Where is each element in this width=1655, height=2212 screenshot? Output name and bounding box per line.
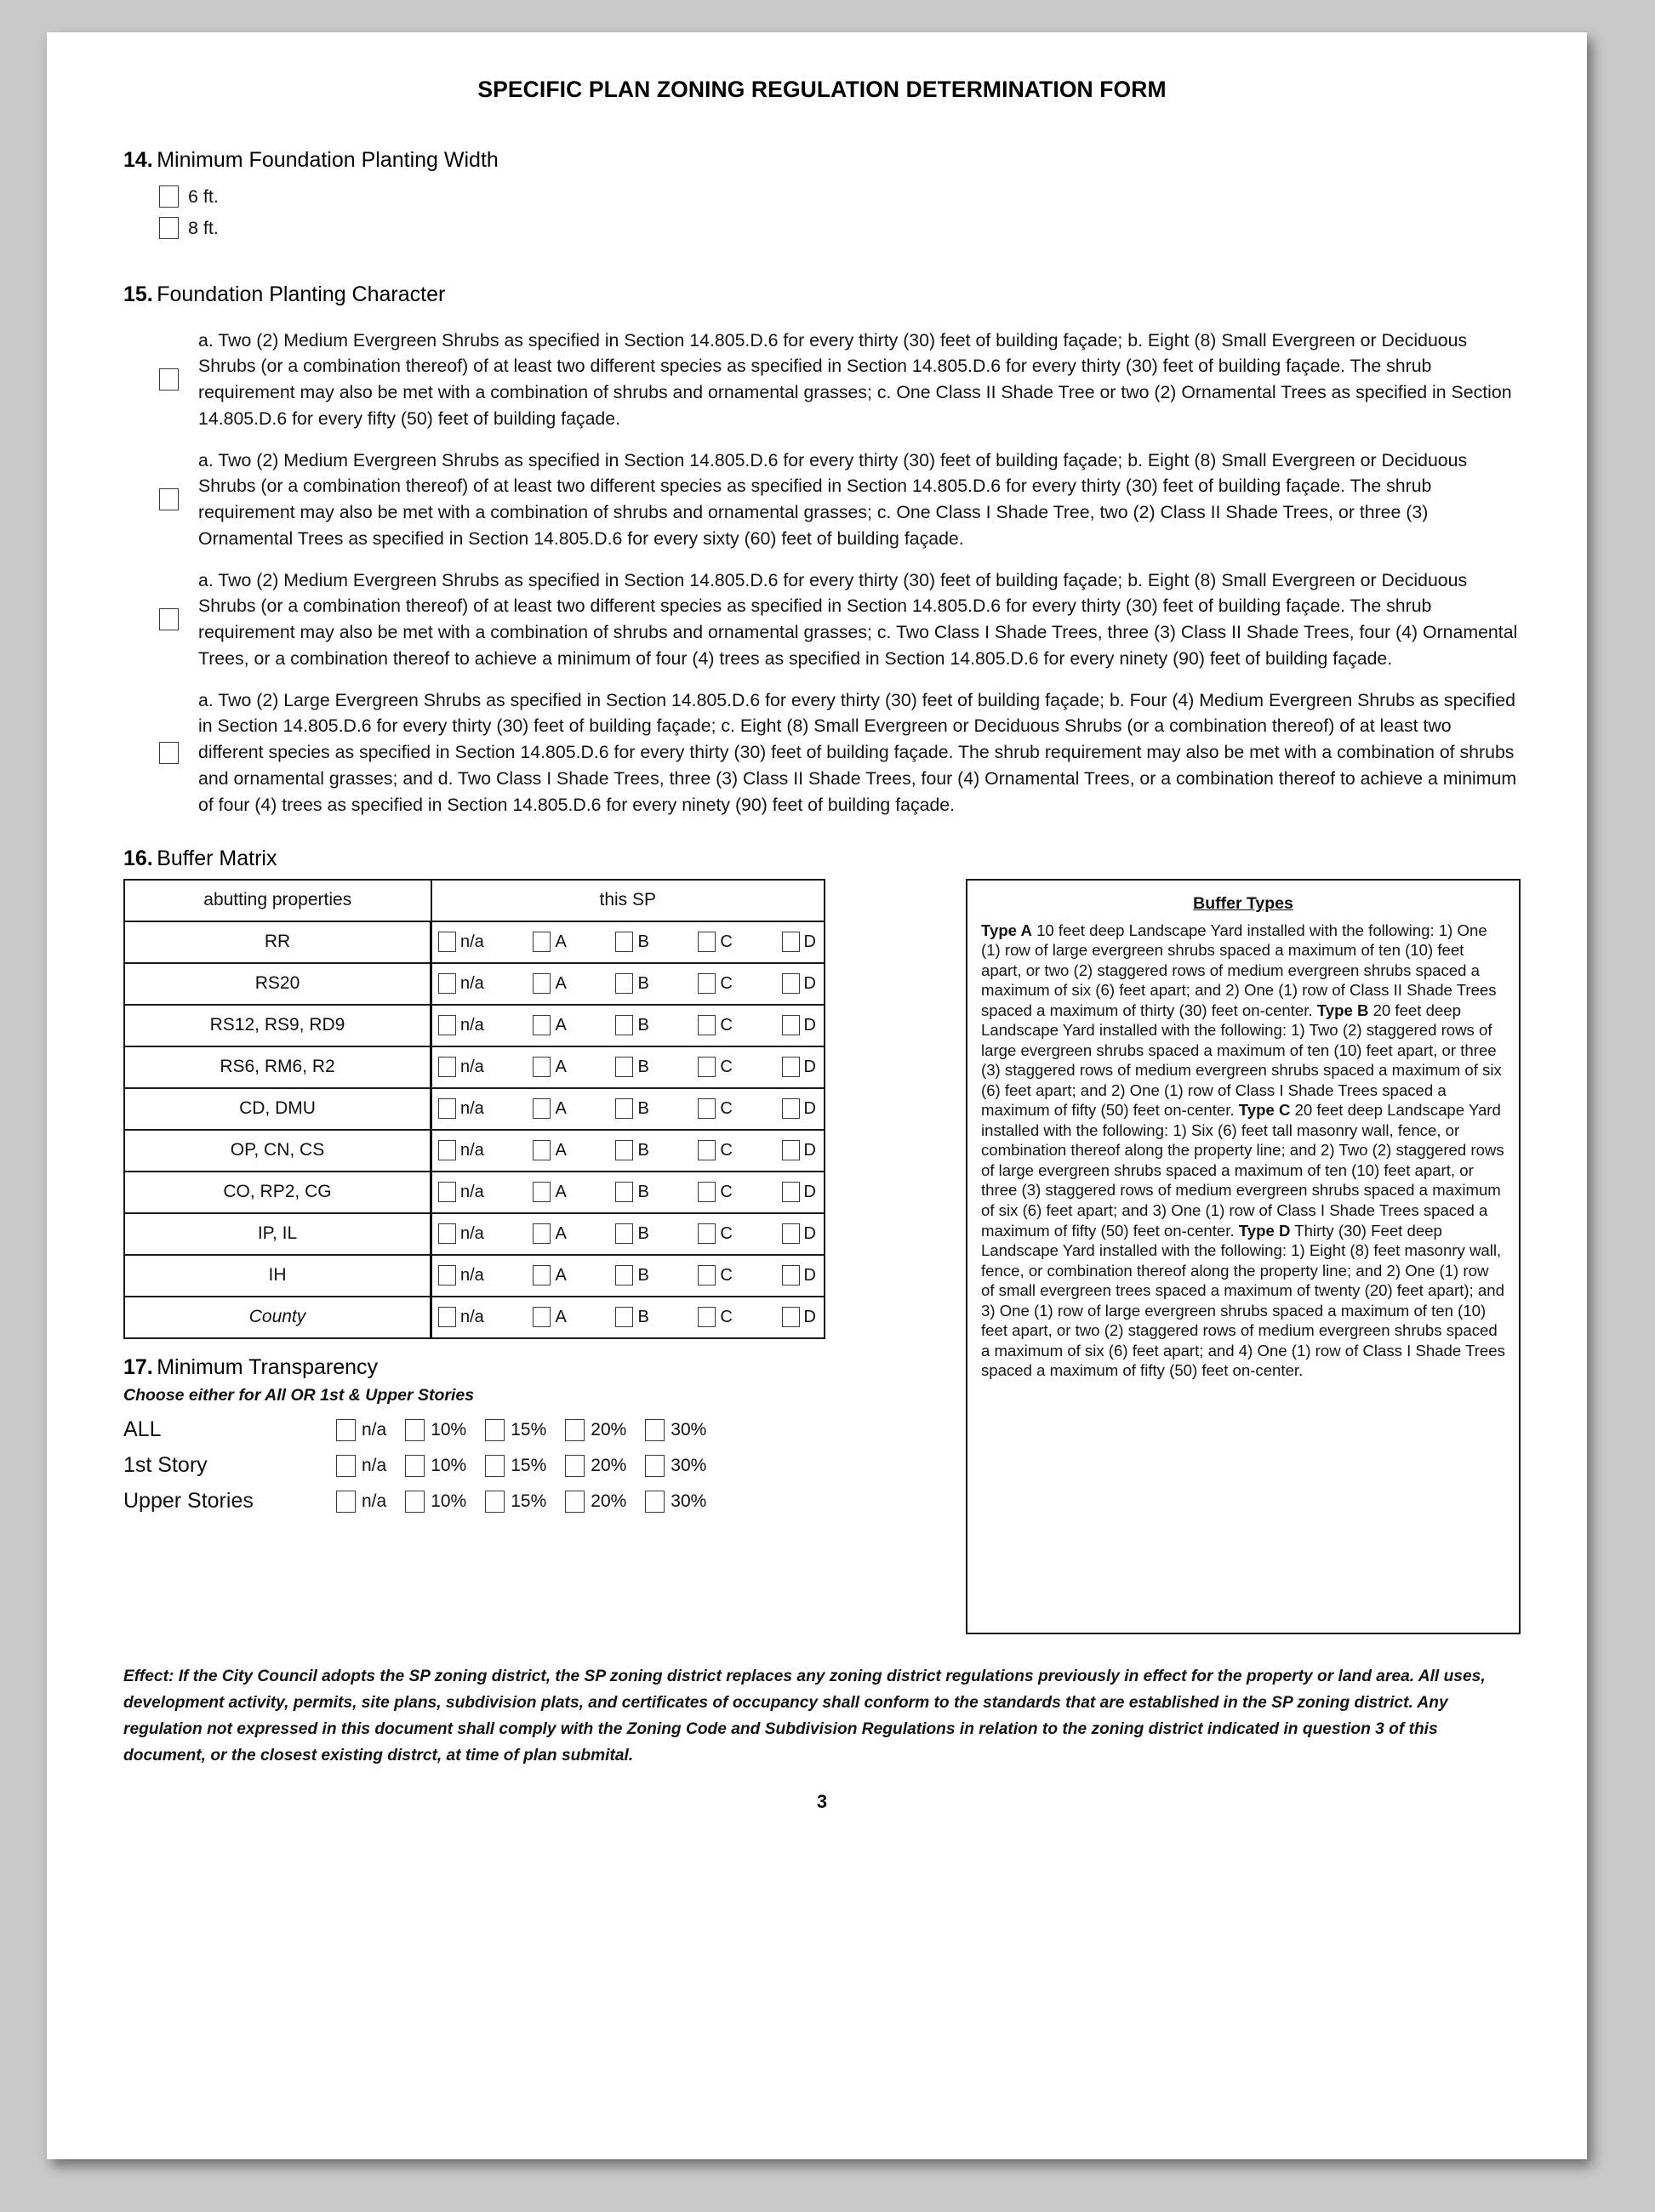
buffer-option-d[interactable] — [782, 1182, 816, 1202]
buffer-option-a[interactable] — [533, 1098, 566, 1119]
table-row — [124, 921, 825, 963]
checkbox-icon[interactable] — [615, 1265, 633, 1286]
buffer-option-a[interactable] — [533, 1057, 566, 1077]
buffer-option-b[interactable] — [615, 973, 648, 994]
checkbox-icon[interactable] — [645, 1419, 665, 1441]
buffer-option-d[interactable] — [782, 932, 816, 952]
page-title: SPECIFIC PLAN ZONING REGULATION DETERMINATION FORM — [477, 77, 1167, 102]
option-label: B — [637, 1015, 649, 1035]
buffer-option-a[interactable] — [533, 1307, 566, 1327]
buffer-option-c[interactable] — [698, 1140, 732, 1160]
option-label: n/a — [460, 1265, 484, 1285]
buffer-option-d[interactable] — [782, 1057, 816, 1077]
option-label: A — [555, 1265, 567, 1285]
checkbox-icon[interactable] — [533, 1265, 551, 1286]
option-label: C — [720, 1182, 733, 1201]
option-label: 15% — [511, 1455, 547, 1475]
checkbox-icon[interactable] — [645, 1491, 665, 1513]
option-label: C — [720, 1015, 733, 1035]
checkbox-icon[interactable] — [698, 1015, 716, 1035]
option-label: a. Two (2) Medium Evergreen Shrubs as specified in Section 14.805.D.6 for every thirty (30) feet of building façade; b. Eight (8) Small Evergreen or Deciduous Shrubs (or a combination thereof) of at least two different species as specified in Section 14.805.D.6 for every thirty (30) feet of building façade. The shrub requirement may also be met with a combination of shrubs and ornamental grasses; c. One Class II Shade Tree or two (2) Ornamental Trees as specified in Section 14.805.D.6 for every fifty (50) feet of building façade. — [198, 329, 1512, 429]
checkbox-icon[interactable] — [533, 1307, 551, 1327]
buffer-type-entry — [981, 1222, 1505, 1380]
checkbox-icon[interactable] — [336, 1491, 356, 1513]
transparency-option-30pct[interactable] — [645, 1419, 706, 1441]
buffer-choice-cell — [431, 1297, 825, 1338]
question-16-heading — [123, 846, 1521, 872]
question-16 — [123, 846, 1521, 1634]
transparency-row-label: Upper Stories — [123, 1489, 254, 1514]
option-label: D — [803, 973, 816, 993]
option-label: D — [803, 1098, 816, 1118]
option-label: n/a — [362, 1491, 387, 1511]
checkbox-icon[interactable] — [336, 1455, 356, 1477]
question-17-title: Minimum Transparency — [157, 1354, 379, 1379]
question-14-title: Minimum Foundation Planting Width — [157, 148, 499, 172]
effect-paragraph — [123, 1663, 1521, 1769]
option-label: B — [637, 932, 649, 951]
buffer-choice-cell — [431, 1088, 825, 1130]
checkbox-icon[interactable] — [615, 1098, 633, 1119]
effect-label: Effect: — [123, 1667, 174, 1685]
transparency-option-20pct[interactable] — [565, 1455, 626, 1477]
buffer-option-n-a[interactable] — [438, 973, 484, 994]
buffer-option-b[interactable] — [615, 932, 648, 952]
column-header-abutting-properties: abutting properties — [124, 880, 431, 921]
option-label: n/a — [362, 1419, 387, 1440]
checkbox-icon[interactable] — [485, 1491, 505, 1513]
question-15-number: 15. — [123, 282, 153, 307]
checkbox-icon[interactable] — [698, 1098, 716, 1119]
checkbox-icon[interactable] — [615, 1140, 633, 1160]
zoning-district-label: CO, RP2, CG — [124, 1172, 431, 1213]
buffer-option-b[interactable] — [615, 1265, 648, 1286]
checkbox-icon[interactable] — [698, 1140, 716, 1160]
option-label: A — [555, 1140, 567, 1160]
checkbox-icon[interactable] — [698, 1307, 716, 1327]
buffer-option-d[interactable] — [782, 1223, 816, 1244]
checkbox-icon[interactable] — [533, 932, 551, 952]
buffer-type-entry — [981, 1101, 1504, 1239]
zoning-district-label: CD, DMU — [124, 1088, 431, 1130]
option-label: 10% — [431, 1455, 467, 1475]
buffer-option-n-a[interactable] — [438, 1265, 484, 1286]
buffer-types-heading: Buffer Types — [1193, 893, 1293, 913]
buffer-option-a[interactable] — [533, 1140, 566, 1160]
buffer-option-c[interactable] — [698, 1307, 732, 1327]
buffer-option-n-a[interactable] — [438, 1015, 484, 1035]
table-row — [124, 1046, 825, 1088]
zoning-district-label: County — [124, 1297, 431, 1338]
zoning-district-label: RS20 — [124, 963, 431, 1005]
buffer-option-b[interactable] — [615, 1057, 648, 1077]
option-label: C — [720, 973, 733, 993]
option-label: C — [720, 1307, 733, 1326]
table-row — [124, 1213, 825, 1255]
option-label: A — [555, 932, 567, 951]
buffer-type-label: Type D — [1238, 1221, 1291, 1240]
buffer-option-c[interactable] — [698, 1265, 732, 1286]
transparency-option-20pct[interactable] — [565, 1419, 626, 1441]
option-label: A — [555, 1307, 567, 1326]
transparency-option-15pct[interactable] — [485, 1491, 546, 1513]
transparency-option-n-a[interactable] — [336, 1419, 386, 1441]
buffer-choice-cell — [431, 1046, 825, 1088]
checkbox-planting-character-1[interactable] — [159, 368, 179, 391]
checkbox-icon[interactable] — [782, 1098, 800, 1119]
buffer-option-d[interactable] — [782, 1098, 816, 1119]
checkbox-icon[interactable] — [405, 1491, 425, 1513]
checkbox-icon[interactable] — [615, 1182, 633, 1202]
checkbox-icon[interactable] — [782, 1182, 800, 1202]
table-row — [124, 1088, 825, 1130]
buffer-choice-cell — [431, 1255, 825, 1297]
question-15-option-row[interactable] — [159, 672, 1521, 818]
question-15 — [123, 282, 1521, 818]
transparency-option-10pct[interactable] — [405, 1455, 466, 1477]
question-17-subtitle: Choose either for All OR 1st & Upper Stories — [123, 1386, 475, 1405]
buffer-option-c[interactable] — [698, 1223, 732, 1244]
question-14-number: 14. — [123, 148, 153, 172]
buffer-option-c[interactable] — [698, 1057, 732, 1077]
transparency-row-label: 1st Story — [123, 1453, 208, 1478]
checkbox-icon[interactable] — [438, 1140, 456, 1160]
table-row — [124, 1172, 825, 1213]
buffer-option-a[interactable] — [533, 1015, 566, 1035]
question-15-heading — [123, 282, 1521, 308]
buffer-option-a[interactable] — [533, 932, 566, 952]
option-label: A — [555, 973, 567, 993]
option-label: 30% — [671, 1455, 707, 1475]
checkbox-icon[interactable] — [336, 1419, 356, 1441]
checkbox-icon[interactable] — [645, 1455, 665, 1477]
checkbox-icon[interactable] — [533, 1140, 551, 1160]
buffer-choice-cell — [431, 963, 825, 1005]
option-label: D — [803, 1223, 816, 1243]
checkbox-icon[interactable] — [438, 1223, 456, 1244]
option-label: n/a — [460, 1057, 484, 1076]
buffer-type-label: Type C — [1238, 1101, 1291, 1120]
transparency-row — [123, 1453, 940, 1478]
option-label: D — [803, 1140, 816, 1160]
buffer-option-b[interactable] — [615, 1140, 648, 1160]
buffer-type-label: Type B — [1316, 1001, 1369, 1019]
buffer-option-d[interactable] — [782, 973, 816, 994]
checkbox-icon[interactable] — [782, 973, 800, 994]
document-page — [47, 32, 1587, 2159]
option-label: 6 ft. — [188, 185, 219, 207]
buffer-option-c[interactable] — [698, 1182, 732, 1202]
checkbox-icon[interactable] — [782, 1015, 800, 1035]
checkbox-planting-character-2[interactable] — [159, 488, 179, 510]
option-label: a. Two (2) Medium Evergreen Shrubs as specified in Section 14.805.D.6 for every thirty (30) feet of building façade; b. Eight (8) Small Evergreen or Deciduous Shrubs (or a combination thereof) of at least two different species as specified in Section 14.805.D.6 for every thirty (30) feet of building façade. The shrub requirement may also be met with a combination of shrubs and ornamental grasses; c. Two Class I Shade Trees, three (3) Class II Shade Trees, four (4) Ornamental Trees, or a combination thereof to achieve a minimum of four (4) trees as specified in Section 14.805.D.6 for every ninety (90) feet of building façade. — [198, 569, 1518, 669]
buffer-option-a[interactable] — [533, 1223, 566, 1244]
option-label: C — [720, 1140, 733, 1160]
checkbox-icon[interactable] — [615, 1057, 633, 1077]
buffer-types-panel — [966, 879, 1521, 1634]
option-label: 10% — [431, 1491, 467, 1511]
checkbox-icon[interactable] — [533, 1057, 551, 1077]
checkbox-icon[interactable] — [698, 1223, 716, 1244]
checkbox-icon[interactable] — [438, 932, 456, 952]
buffer-choice-cell — [431, 1005, 825, 1046]
option-label: D — [803, 1307, 816, 1326]
checkbox-icon[interactable] — [698, 973, 716, 994]
option-label: 30% — [671, 1491, 707, 1511]
question-15-option-row[interactable] — [159, 552, 1521, 672]
checkbox-icon[interactable] — [438, 1182, 456, 1202]
transparency-option-15pct[interactable] — [485, 1455, 546, 1477]
checkbox-icon[interactable] — [698, 1057, 716, 1077]
buffer-option-c[interactable] — [698, 1015, 732, 1035]
buffer-option-d[interactable] — [782, 1015, 816, 1035]
buffer-option-b[interactable] — [615, 1098, 648, 1119]
buffer-option-d[interactable] — [782, 1265, 816, 1286]
buffer-option-b[interactable] — [615, 1307, 648, 1327]
question-17 — [123, 1354, 940, 1514]
buffer-option-n-a[interactable] — [438, 1057, 484, 1077]
transparency-row-label: ALL — [123, 1417, 162, 1442]
option-label: B — [637, 1182, 649, 1201]
option-label: 8 ft. — [188, 217, 219, 238]
checkbox-icon[interactable] — [533, 973, 551, 994]
option-label: a. Two (2) Medium Evergreen Shrubs as specified in Section 14.805.D.6 for every thirty (30) feet of building façade; b. Eight (8) Small Evergreen or Deciduous Shrubs (or a combination thereof) of at least two different species as specified in Section 14.805.D.6 for every thirty (30) feet of building façade. The shrub requirement may also be met with a combination of shrubs and ornamental grasses; c. One Class I Shade Tree, two (2) Class II Shade Trees, or three (3) Ornamental Trees as specified in Section 14.805.D.6 for every sixty (60) feet of building façade. — [198, 449, 1468, 549]
checkbox-icon[interactable] — [615, 973, 633, 994]
question-14-option-row[interactable] — [159, 185, 1521, 208]
option-label: A — [555, 1182, 567, 1201]
option-label: D — [803, 1015, 816, 1035]
option-label: n/a — [460, 1140, 484, 1160]
checkbox-icon[interactable] — [438, 1098, 456, 1119]
buffer-option-c[interactable] — [698, 932, 732, 952]
option-label: n/a — [460, 1182, 484, 1201]
option-label: 20% — [591, 1491, 627, 1511]
transparency-row — [123, 1489, 940, 1514]
checkbox-icon[interactable] — [698, 1265, 716, 1286]
checkbox-icon[interactable] — [438, 1307, 456, 1327]
option-label: B — [637, 1265, 649, 1285]
buffer-option-b[interactable] — [615, 1182, 648, 1202]
table-row — [124, 963, 825, 1005]
checkbox-icon[interactable] — [782, 1223, 800, 1244]
checkbox-icon[interactable] — [615, 1307, 633, 1327]
option-label: B — [637, 1098, 649, 1118]
buffer-option-n-a[interactable] — [438, 1223, 484, 1244]
table-row — [124, 1005, 825, 1046]
option-label: C — [720, 1098, 733, 1118]
buffer-option-b[interactable] — [615, 1223, 648, 1244]
effect-text: If the City Council adopts the SP zoning district, the SP zoning district replaces any zoning district regulations previously in effect for the property or land area. All uses, development activity, permits, site plans, subdivision plats, and certificates of occupancy shall conform to the standards that are established in the SP zoning district. Any regulation not expressed in this document shall comply with the Zoning Code and Subdivision Regulations in relation to the zoning district indicated in question 3 of this document, or the closest existing distrct, at time of plan submital. — [123, 1667, 1486, 1765]
option-label: D — [803, 1057, 816, 1076]
question-15-option-row[interactable] — [159, 312, 1521, 432]
table-row — [124, 1297, 825, 1338]
option-label: a. Two (2) Large Evergreen Shrubs as specified in Section 14.805.D.6 for every thirty (30) feet of building façade; b. Four (4) Medium Evergreen Shrubs as specified in Section 14.805.D.6 for every thirty (30) feet of building façade; c. Eight (8) Small Evergreen or Deciduous Shrubs (or a combination thereof) of at least two different species as specified in Section 14.805.D.6 for every thirty (30) feet of building façade. The shrub requirement may also be met with a combination of shrubs and ornamental grasses; and d. Two Class I Shade Trees, three (3) Class II Shade Trees, four (4) Ornamental Trees, or a combination thereof to achieve a minimum of four (4) trees as specified in Section 14.805.D.6 for every ninety (90) feet of building façade. — [198, 689, 1517, 815]
option-label: D — [803, 932, 816, 951]
checkbox-icon[interactable] — [782, 932, 800, 952]
transparency-option-15pct[interactable] — [485, 1419, 546, 1441]
option-label: C — [720, 1265, 733, 1285]
buffer-option-n-a[interactable] — [438, 1307, 484, 1327]
buffer-choice-cell — [431, 921, 825, 963]
option-label: D — [803, 1265, 816, 1285]
option-label: n/a — [460, 1015, 484, 1035]
option-label: 15% — [511, 1491, 547, 1511]
option-label: B — [637, 1057, 649, 1076]
checkbox-icon[interactable] — [615, 932, 633, 952]
question-14-heading — [123, 147, 1521, 174]
option-label: 20% — [591, 1419, 627, 1440]
option-label: B — [637, 1140, 649, 1160]
transparency-option-n-a[interactable] — [336, 1491, 386, 1513]
question-17-number: 17. — [123, 1354, 153, 1379]
option-label: 10% — [431, 1419, 467, 1440]
buffer-types-text — [981, 921, 1505, 1381]
question-16-title: Buffer Matrix — [157, 846, 277, 870]
buffer-option-n-a[interactable] — [438, 1098, 484, 1119]
option-label: C — [720, 1223, 733, 1243]
zoning-district-label: IH — [124, 1255, 431, 1297]
buffer-type-label: Type A — [981, 921, 1032, 939]
option-label: n/a — [460, 1307, 484, 1326]
option-label: A — [555, 1057, 567, 1076]
table-row — [124, 1130, 825, 1172]
checkbox-icon[interactable] — [698, 1182, 716, 1202]
checkbox-icon[interactable] — [698, 932, 716, 952]
checkbox-6ft[interactable] — [159, 185, 179, 208]
question-17-heading — [123, 1354, 940, 1381]
buffer-option-n-a[interactable] — [438, 1182, 484, 1202]
checkbox-icon[interactable] — [533, 1223, 551, 1244]
checkbox-icon[interactable] — [782, 1265, 800, 1286]
buffer-choice-cell — [431, 1130, 825, 1172]
transparency-option-10pct[interactable] — [405, 1491, 466, 1513]
checkbox-icon[interactable] — [533, 1098, 551, 1119]
checkbox-icon[interactable] — [533, 1015, 551, 1035]
buffer-type-text: Thirty (30) Feet deep Landscape Yard installed with the following: 1) Eight (8) feet masonry wall, fence, or combination thereof along the property line; and 2) One (1) row of small evergreen trees spaced a maximum of twenty (20) feet apart); and 3) One (1) row of large evergreen shrubs spaced a maximum of ten (10) feet apart, or two (2) staggered rows of medium evergreen shrubs spaced a maximum of six (6) feet apart; and 4) One (1) row of Class I Shade Trees spaced a maximum of fifty (50) feet on-center. — [981, 1221, 1505, 1380]
option-label: n/a — [460, 1223, 484, 1243]
option-label: 30% — [671, 1419, 707, 1440]
checkbox-icon[interactable] — [782, 1140, 800, 1160]
option-label: A — [555, 1098, 567, 1118]
checkbox-planting-character-3[interactable] — [159, 608, 179, 630]
checkbox-icon[interactable] — [405, 1419, 425, 1441]
zoning-district-label: RS6, RM6, R2 — [124, 1046, 431, 1088]
buffer-choice-cell — [431, 1213, 825, 1255]
checkbox-icon[interactable] — [615, 1015, 633, 1035]
option-label: D — [803, 1182, 816, 1201]
checkbox-icon[interactable] — [405, 1455, 425, 1477]
transparency-row — [123, 1417, 940, 1442]
transparency-option-n-a[interactable] — [336, 1455, 386, 1477]
table-header-row — [124, 880, 825, 921]
column-header-this-sp: this SP — [431, 880, 825, 921]
zoning-district-label: OP, CN, CS — [124, 1130, 431, 1172]
checkbox-icon[interactable] — [438, 1057, 456, 1077]
option-label: A — [555, 1015, 567, 1035]
question-14-option-row[interactable] — [159, 217, 1521, 239]
option-label: n/a — [460, 973, 484, 993]
option-label: B — [637, 1223, 649, 1243]
option-label: n/a — [460, 1098, 484, 1118]
checkbox-icon[interactable] — [438, 1265, 456, 1286]
question-15-option-row[interactable] — [159, 432, 1521, 552]
page-number: 3 — [816, 1791, 828, 1813]
buffer-option-c[interactable] — [698, 1098, 732, 1119]
checkbox-icon[interactable] — [438, 1015, 456, 1035]
transparency-option-30pct[interactable] — [645, 1491, 706, 1513]
option-label: C — [720, 1057, 733, 1076]
checkbox-icon[interactable] — [782, 1307, 800, 1327]
buffer-matrix-table — [123, 879, 825, 1339]
buffer-type-text: 10 feet deep Landscape Yard installed with the following: 1) One (1) row of large evergreen shrubs spaced a maximum of ten (10) feet apart, or two (2) staggered rows of medium evergreen shrubs spaced a maximum of six (6) feet apart; and 2) One (1) row of Class II Shade Trees spaced a maximum of thirty (30) feet on-center. — [981, 921, 1497, 1019]
checkbox-icon[interactable] — [533, 1182, 551, 1202]
buffer-option-b[interactable] — [615, 1015, 648, 1035]
buffer-option-d[interactable] — [782, 1307, 816, 1327]
buffer-type-text: 20 feet deep Landscape Yard installed with the following: 1) Six (6) feet tall masonry wall, fence, or combination thereof along the property line; and 2) Two (2) staggered rows of large evergreen shrubs spaced a maximum of ten (10) feet apart, or three (3) staggered rows of medium evergreen shrubs spaced a maximum of six (6) feet apart; and 3) One (1) row of Class I Shade Trees spaced a maximum of fifty (50) feet on-center. — [981, 1101, 1504, 1240]
transparency-option-30pct[interactable] — [645, 1455, 706, 1477]
checkbox-planting-character-4[interactable] — [159, 742, 179, 764]
option-label: A — [555, 1223, 567, 1243]
buffer-option-a[interactable] — [533, 1265, 566, 1286]
option-label: 20% — [591, 1455, 627, 1475]
checkbox-icon[interactable] — [565, 1491, 585, 1513]
buffer-option-a[interactable] — [533, 1182, 566, 1202]
checkbox-icon[interactable] — [782, 1057, 800, 1077]
buffer-type-text: 20 feet deep Landscape Yard installed with the following: 1) Two (2) staggered rows of large evergreen shrubs spaced a maximum of ten (10) feet apart, or three (3) staggered rows of medium evergreen shrubs spaced a maximum of six (6) feet apart; and 2) One (1) row of Class I Shade Trees spaced a maximum of fifty (50) feet on-center. — [981, 1001, 1502, 1120]
table-row — [124, 1255, 825, 1297]
checkbox-icon[interactable] — [485, 1419, 505, 1441]
buffer-option-n-a[interactable] — [438, 932, 484, 952]
zoning-district-label: RR — [124, 921, 431, 963]
checkbox-icon[interactable] — [485, 1455, 505, 1477]
option-label: C — [720, 932, 733, 951]
checkbox-icon[interactable] — [565, 1419, 585, 1441]
option-label: B — [637, 1307, 649, 1326]
transparency-option-10pct[interactable] — [405, 1419, 466, 1441]
zoning-district-label: IP, IL — [124, 1213, 431, 1255]
question-14-options — [159, 185, 1521, 239]
checkbox-icon[interactable] — [438, 973, 456, 994]
buffer-option-n-a[interactable] — [438, 1140, 484, 1160]
question-14 — [123, 147, 1521, 239]
zoning-district-label: RS12, RS9, RD9 — [124, 1005, 431, 1046]
buffer-option-a[interactable] — [533, 973, 566, 994]
checkbox-8ft[interactable] — [159, 217, 179, 239]
buffer-option-c[interactable] — [698, 973, 732, 994]
option-label: B — [637, 973, 649, 993]
buffer-option-d[interactable] — [782, 1140, 816, 1160]
question-16-number: 16. — [123, 846, 153, 870]
option-label: 15% — [511, 1419, 547, 1440]
checkbox-icon[interactable] — [615, 1223, 633, 1244]
question-15-title: Foundation Planting Character — [157, 282, 446, 307]
checkbox-icon[interactable] — [565, 1455, 585, 1477]
option-label: n/a — [362, 1455, 387, 1475]
option-label: n/a — [460, 932, 484, 951]
buffer-choice-cell — [431, 1172, 825, 1213]
transparency-option-20pct[interactable] — [565, 1491, 626, 1513]
